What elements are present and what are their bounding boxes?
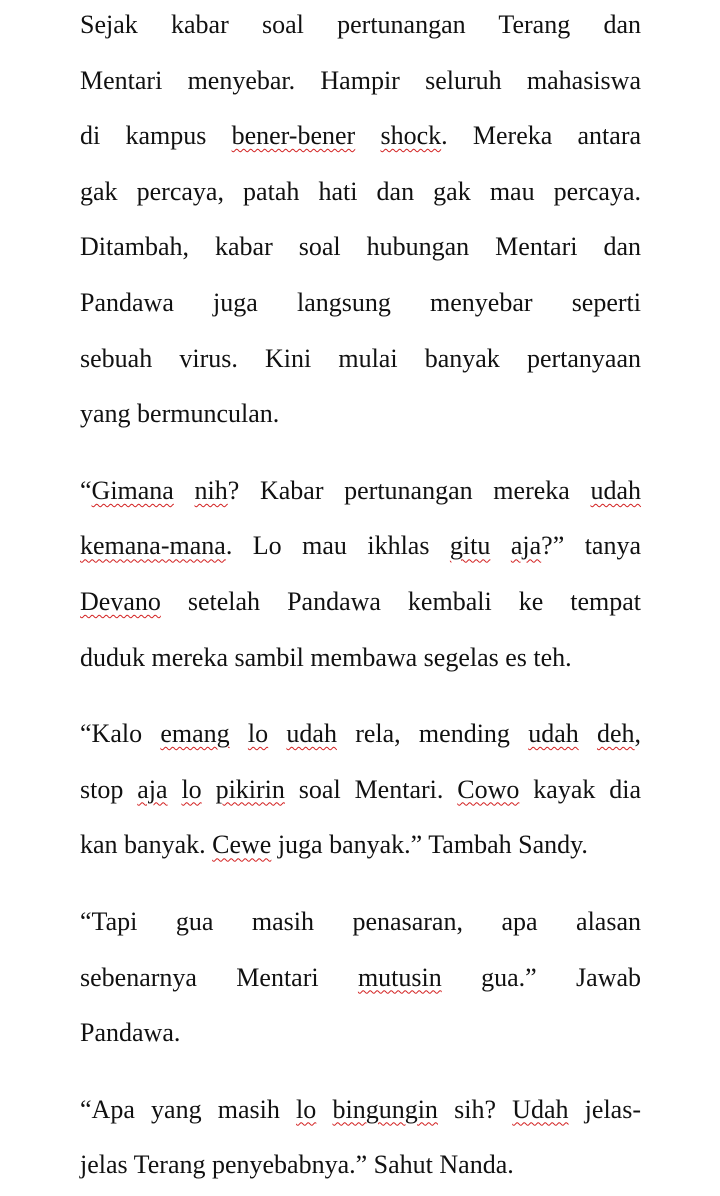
spellcheck-underlined-word: aja xyxy=(137,774,168,804)
spellcheck-underlined-word: lo xyxy=(296,1094,317,1124)
text-run: . Lo mau ikhlas xyxy=(225,531,450,561)
text-run: “Kalo xyxy=(80,719,161,749)
spellcheck-underlined-word: shock xyxy=(380,121,442,151)
text-line xyxy=(80,633,641,689)
text-run xyxy=(202,775,216,804)
text-run: soal Mentari. xyxy=(284,774,458,804)
spellcheck-underlined-word: nih xyxy=(194,475,228,505)
spellcheck-underlined-word: bingungin xyxy=(332,1094,438,1124)
text-line xyxy=(80,389,641,445)
text-line xyxy=(80,111,641,167)
text-line xyxy=(80,765,641,821)
text-line xyxy=(80,0,641,56)
text-line xyxy=(80,1085,641,1141)
text-line xyxy=(80,820,641,876)
spellcheck-underlined-word: mutusin xyxy=(357,962,442,992)
text-run: , xyxy=(634,719,642,749)
paragraph-gap xyxy=(80,876,641,897)
paragraph xyxy=(80,709,641,876)
paragraph-gap xyxy=(80,1064,641,1085)
text-run: ?” tanya xyxy=(541,531,642,561)
text-line xyxy=(80,334,641,390)
spellcheck-underlined-word: Cewe xyxy=(212,830,272,860)
text-run: setelah Pandawa kembali ke tempat xyxy=(160,586,641,616)
text-line xyxy=(80,1008,641,1064)
text-run: . Mereka antara xyxy=(441,121,642,151)
text-run: juga banyak.” Tambah Sandy. xyxy=(271,830,588,860)
text-line xyxy=(80,1140,641,1196)
text-run xyxy=(579,719,597,748)
text-line xyxy=(80,521,641,577)
spellcheck-underlined-word: kemana-mana xyxy=(80,531,226,561)
text-run xyxy=(316,1095,332,1124)
spellcheck-underlined-word: Cowo xyxy=(457,774,520,804)
text-run xyxy=(268,719,286,748)
spellcheck-underlined-word: udah xyxy=(590,475,642,505)
spellcheck-underlined-word: pikirin xyxy=(215,774,285,804)
text-line xyxy=(80,56,641,112)
paragraph-gap xyxy=(80,445,641,466)
text-run: sebenarnya Mentari xyxy=(80,962,358,992)
text-run: di kampus xyxy=(80,121,232,151)
text-run xyxy=(230,719,248,748)
spellcheck-underlined-word: deh xyxy=(597,719,635,749)
text-run xyxy=(355,121,380,150)
spellcheck-underlined-word: udah xyxy=(286,719,337,749)
text-run: kayak dia xyxy=(519,774,642,804)
spellcheck-underlined-word: Gimana xyxy=(91,475,174,505)
paragraph xyxy=(80,1085,641,1196)
text-run: ? Kabar pertunangan mereka xyxy=(227,475,591,505)
text-line xyxy=(80,167,641,223)
paragraph xyxy=(80,466,641,688)
text-run: “ xyxy=(80,475,92,505)
spellcheck-underlined-word: emang xyxy=(160,719,230,749)
text-run: “Tapi gua masih penasaran, apa alasan xyxy=(80,906,641,936)
text-line xyxy=(80,709,641,765)
paragraph xyxy=(80,0,641,445)
text-run: jelas- xyxy=(568,1094,641,1124)
text-line xyxy=(80,577,641,633)
spellcheck-underlined-word: Devano xyxy=(80,586,161,616)
text-run: “Apa yang masih xyxy=(80,1094,297,1124)
spellcheck-underlined-word: gitu xyxy=(449,531,491,561)
document-page xyxy=(80,0,641,1196)
text-run: gak percaya, patah hati dan gak mau percaya. xyxy=(80,176,641,206)
spellcheck-underlined-word: bener-bener xyxy=(231,121,356,151)
text-line xyxy=(80,278,641,334)
text-run xyxy=(490,531,510,560)
text-line xyxy=(80,953,641,1009)
spellcheck-underlined-word: lo xyxy=(181,774,202,804)
text-run: kan banyak. xyxy=(80,830,213,860)
paragraph xyxy=(80,897,641,1064)
text-line xyxy=(80,466,641,522)
text-run: Ditambah, kabar soal hubungan Mentari dan xyxy=(80,232,641,262)
text-line xyxy=(80,222,641,278)
text-run: duduk mereka sambil membawa segelas es teh. xyxy=(80,642,572,672)
text-run: rela, mending xyxy=(336,719,529,749)
text-run: Pandawa. xyxy=(80,1018,181,1048)
text-run xyxy=(168,775,182,804)
text-run: sebuah virus. Kini mulai banyak pertanyaan xyxy=(80,343,641,373)
spellcheck-underlined-word: udah xyxy=(528,719,579,749)
text-run: Pandawa juga langsung menyebar seperti xyxy=(80,287,641,317)
spellcheck-underlined-word: Udah xyxy=(512,1094,569,1124)
paragraph-gap xyxy=(80,688,641,709)
text-run: Mentari menyebar. Hampir seluruh mahasiswa xyxy=(80,65,641,95)
text-run: stop xyxy=(80,774,138,804)
text-line xyxy=(80,897,641,953)
spellcheck-underlined-word: lo xyxy=(247,719,269,749)
text-run: Sejak kabar soal pertunangan Terang dan xyxy=(80,10,641,39)
text-run: sih? xyxy=(437,1094,513,1124)
text-run: gua.” Jawab xyxy=(441,962,641,992)
text-run: jelas Terang penyebabnya.” Sahut Nanda. xyxy=(80,1150,514,1180)
spellcheck-underlined-word: aja xyxy=(510,531,542,561)
text-run: yang bermunculan. xyxy=(80,399,280,429)
text-run xyxy=(174,476,195,505)
